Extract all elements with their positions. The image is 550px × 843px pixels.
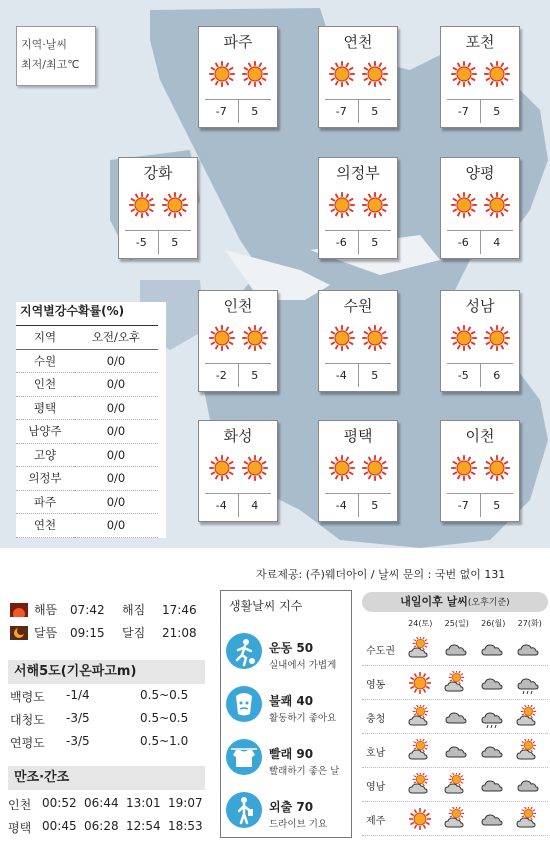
cloudy-icon (444, 637, 468, 661)
life-index-item: 운동 50 실내에서 가볍게 (221, 629, 351, 683)
precip-title: 지역별강수확률(%) (20, 304, 125, 318)
cloudy-icon (480, 807, 504, 831)
region-name: 영동 (366, 680, 386, 691)
sunny-icon (241, 454, 269, 486)
sunny-icon (361, 454, 389, 486)
partly-icon (444, 807, 468, 831)
partly-icon (408, 739, 432, 763)
region-name: 제주 (366, 816, 386, 827)
sun-icon (408, 671, 432, 695)
sunny-icon (450, 324, 478, 356)
city-name: 연천 (343, 33, 373, 51)
city-name: 수원 (343, 297, 373, 315)
cloudy-icon (480, 773, 504, 797)
sunny-icon (450, 454, 478, 486)
region-name: 호남 (366, 748, 386, 759)
sunny-icon (328, 60, 356, 92)
sun-icon (408, 807, 432, 831)
sunrise-sunset-row: 해뜸 07:42 해짐 17:46 (10, 601, 197, 618)
tide-row: 평택 00:45 06:28 12:54 18:53 (8, 819, 203, 835)
sunny-icon (241, 324, 269, 356)
partly-icon (516, 705, 540, 729)
exercise-icon (226, 633, 262, 669)
col-am-pm: 오전/오후 (74, 326, 158, 350)
weekly-forecast-panel (362, 592, 548, 827)
rain-icon (480, 705, 504, 729)
min-temp: -2 (205, 364, 239, 387)
map-legend (16, 26, 96, 86)
tide-row: 인천 00:52 06:44 13:01 19:07 (8, 796, 203, 812)
table-row: 고양 0/0 (16, 443, 158, 467)
city-card-uijeongbu (318, 157, 398, 259)
city-name: 인천 (223, 297, 253, 315)
sunny-icon (208, 60, 236, 92)
cloudy-icon (444, 739, 468, 763)
min-temp: -4 (205, 494, 239, 517)
city-name: 성남 (465, 297, 495, 315)
sea-row: 백령도 -1/4 0.5~0.5 (10, 688, 189, 704)
life-index-item: 빨래 90 빨래하기 좋은 날 (221, 735, 351, 789)
city-card-paju (198, 26, 278, 128)
min-temp: -6 (325, 231, 359, 254)
sunny-icon (328, 191, 356, 223)
data-source-note: 자료제공: (주)웨더아이 / 날씨 문의 : 국번 없이 131 (256, 568, 506, 581)
cloudy-icon (480, 637, 504, 661)
max-temp: 5 (371, 105, 379, 118)
max-temp: 6 (493, 369, 501, 382)
partly-icon (408, 773, 432, 797)
max-temp: 5 (493, 105, 501, 118)
city-card-incheon (198, 290, 278, 392)
table-row: 수원 0/0 (16, 349, 158, 373)
cloudy-icon (480, 671, 504, 695)
table-row: 남양주 0/0 (16, 420, 158, 444)
weekly-region-row (362, 802, 548, 836)
table-row: 평택 0/0 (16, 396, 158, 420)
table-row: 의정부 0/0 (16, 467, 158, 491)
life-index-item: 불쾌 40 활동하기 좋아요 (221, 682, 351, 736)
outing-icon (226, 792, 262, 828)
min-temp: -4 (325, 494, 359, 517)
city-name: 양평 (465, 164, 495, 182)
max-temp: 5 (493, 499, 501, 512)
cloudy-icon (516, 637, 540, 661)
city-card-yeoncheon (318, 26, 398, 128)
city-card-seongnam (440, 290, 520, 392)
partly-icon (516, 807, 540, 831)
min-temp: -6 (447, 231, 481, 254)
max-temp: 5 (371, 369, 379, 382)
sunrise-icon (10, 603, 28, 617)
max-temp: 5 (371, 499, 379, 512)
min-temp: -7 (447, 100, 481, 123)
city-card-yangpyeong (440, 157, 520, 259)
col-region: 지역 (16, 326, 74, 350)
cloudy-icon (444, 705, 468, 729)
life-weather-index-panel (220, 590, 352, 838)
max-temp: 5 (371, 236, 379, 249)
sunny-icon (208, 454, 236, 486)
sunny-icon (328, 454, 356, 486)
max-temp: 4 (493, 236, 501, 249)
weekly-region-row (362, 632, 548, 666)
discomfort-icon (226, 686, 262, 722)
partly-icon (516, 739, 540, 763)
partly-icon (444, 773, 468, 797)
weekly-region-row (362, 734, 548, 768)
city-card-hwaseong (198, 420, 278, 522)
rain-icon (516, 671, 540, 695)
sunny-icon (328, 324, 356, 356)
precip-probability-table (16, 302, 166, 538)
moonrise-icon (10, 626, 28, 640)
tide-title: 만조·간조 (8, 766, 205, 790)
sunny-icon (483, 191, 511, 223)
sunny-icon (161, 191, 189, 223)
city-name: 강화 (143, 164, 173, 182)
moonrise-moonset-row: 달뜸 09:15 달짐 21:08 (10, 624, 197, 641)
sea-five-islands-title: 서해5도(기온파고m) (8, 660, 205, 684)
weekly-days: 24(토) 25(일) 26(월) 27(화) (408, 619, 542, 628)
min-temp: -4 (325, 364, 359, 387)
sunny-icon (483, 60, 511, 92)
partly-icon (408, 637, 432, 661)
city-name: 의정부 (336, 164, 380, 182)
life-index-item: 외출 70 드라이브 기요 (221, 788, 351, 842)
city-name: 파주 (223, 33, 253, 51)
max-temp: 5 (251, 369, 259, 382)
city-name: 이천 (465, 427, 495, 445)
sunny-icon (483, 324, 511, 356)
sunny-icon (450, 60, 478, 92)
weekly-region-row (362, 700, 548, 734)
city-card-pocheon (440, 26, 520, 128)
partly-icon (444, 671, 468, 695)
min-temp: -7 (447, 494, 481, 517)
sunny-icon (483, 454, 511, 486)
legend-min-max: 최저/최고℃ (21, 58, 80, 71)
max-temp: 4 (251, 499, 259, 512)
cloudy-icon (480, 739, 504, 763)
city-card-ganghwa (118, 157, 198, 259)
min-temp: -5 (447, 364, 481, 387)
city-name: 평택 (343, 427, 373, 445)
partly-icon (408, 705, 432, 729)
laundry-icon (226, 739, 262, 775)
sunny-icon (361, 191, 389, 223)
city-card-pyeongtaek (318, 420, 398, 522)
region-name: 충청 (366, 714, 386, 725)
city-card-icheon (440, 420, 520, 522)
sunny-icon (128, 191, 156, 223)
city-name: 화성 (223, 427, 253, 445)
weekly-title: 내일이후 날씨(오후기준) (362, 592, 548, 612)
table-row: 인천 0/0 (16, 373, 158, 397)
life-index-title: 생활날씨 지수 (229, 599, 303, 613)
min-temp: -5 (125, 231, 159, 254)
sunny-icon (361, 60, 389, 92)
sunny-icon (241, 60, 269, 92)
min-temp: -7 (325, 100, 359, 123)
city-card-suwon (318, 290, 398, 392)
region-name: 영남 (366, 782, 386, 793)
sunny-icon (361, 324, 389, 356)
legend-region-weather: 지역·날씨 (21, 38, 68, 51)
sunny-icon (208, 324, 236, 356)
cloudy-icon (516, 773, 540, 797)
max-temp: 5 (251, 105, 259, 118)
sunny-icon (450, 191, 478, 223)
table-row: 연천 0/0 (16, 514, 158, 538)
weekly-region-row (362, 666, 548, 700)
sea-row: 연평도 -3/5 0.5~1.0 (10, 734, 189, 750)
city-name: 포천 (465, 33, 495, 51)
min-temp: -7 (205, 100, 239, 123)
max-temp: 5 (171, 236, 179, 249)
region-name: 수도권 (366, 646, 395, 657)
table-row: 파주 0/0 (16, 490, 158, 514)
sea-row: 대청도 -3/5 0.5~0.5 (10, 711, 189, 727)
weekly-region-row (362, 768, 548, 802)
